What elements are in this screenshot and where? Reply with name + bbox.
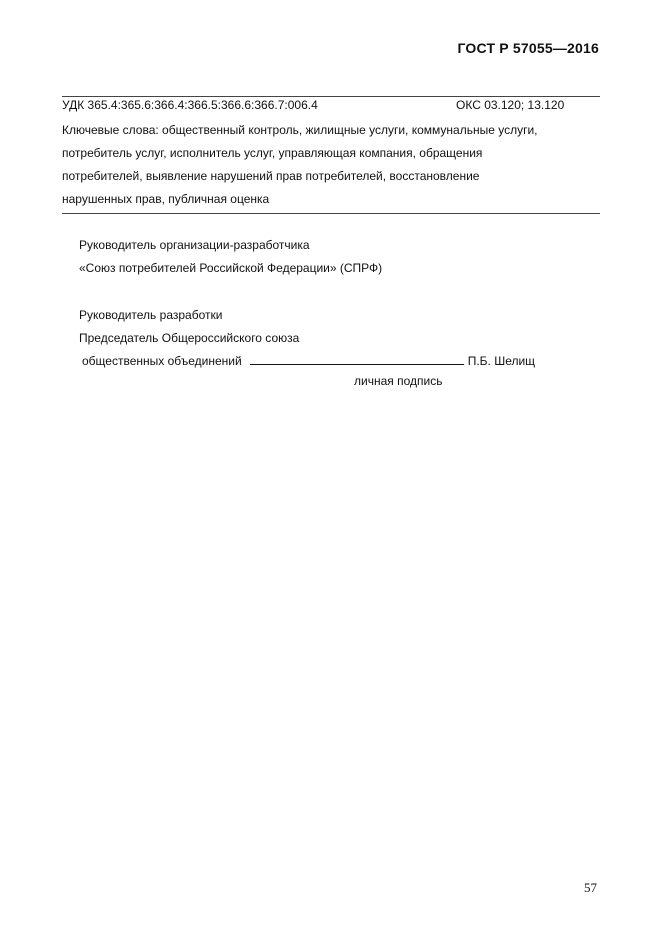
keywords-line: потребителей, выявление нарушений прав потребителей, восстановление bbox=[62, 169, 480, 183]
signature-caption: личная подпись bbox=[354, 374, 443, 388]
keywords-line: нарушенных прав, публичная оценка bbox=[62, 192, 270, 206]
signer-name: П.Б. Шелищ bbox=[467, 354, 536, 368]
development-head-title: Руководитель разработки bbox=[79, 308, 223, 322]
document-code: ГОСТ Р 57055—2016 bbox=[457, 40, 599, 56]
organization-name: «Союз потребителей Российской Федерации» (СПРФ) bbox=[79, 260, 383, 275]
bottom-divider bbox=[62, 213, 600, 214]
development-head-block bbox=[79, 304, 299, 349]
signature-line bbox=[250, 352, 464, 365]
organization-head-block bbox=[79, 234, 382, 279]
signature-prefix: общественных объединений bbox=[82, 354, 242, 368]
chairman-title: Председатель Общероссийского союза bbox=[79, 330, 300, 345]
udk-code: УДК 365.4:365.6:366.4:366.5:366.6:366.7:006.4 bbox=[62, 98, 318, 112]
keywords-block bbox=[62, 119, 602, 211]
signature-row bbox=[82, 350, 535, 372]
page-number: 57 bbox=[584, 880, 597, 895]
top-divider bbox=[62, 96, 600, 97]
oks-code: ОКС 03.120; 13.120 bbox=[456, 98, 565, 112]
keywords-line: потребитель услуг, исполнитель услуг, управляющая компания, обращения bbox=[62, 146, 483, 160]
organization-head-title: Руководитель организации-разработчика bbox=[79, 238, 310, 252]
keywords-line: Ключевые слова: общественный контроль, жилищные услуги, коммунальные услуги, bbox=[62, 123, 538, 137]
